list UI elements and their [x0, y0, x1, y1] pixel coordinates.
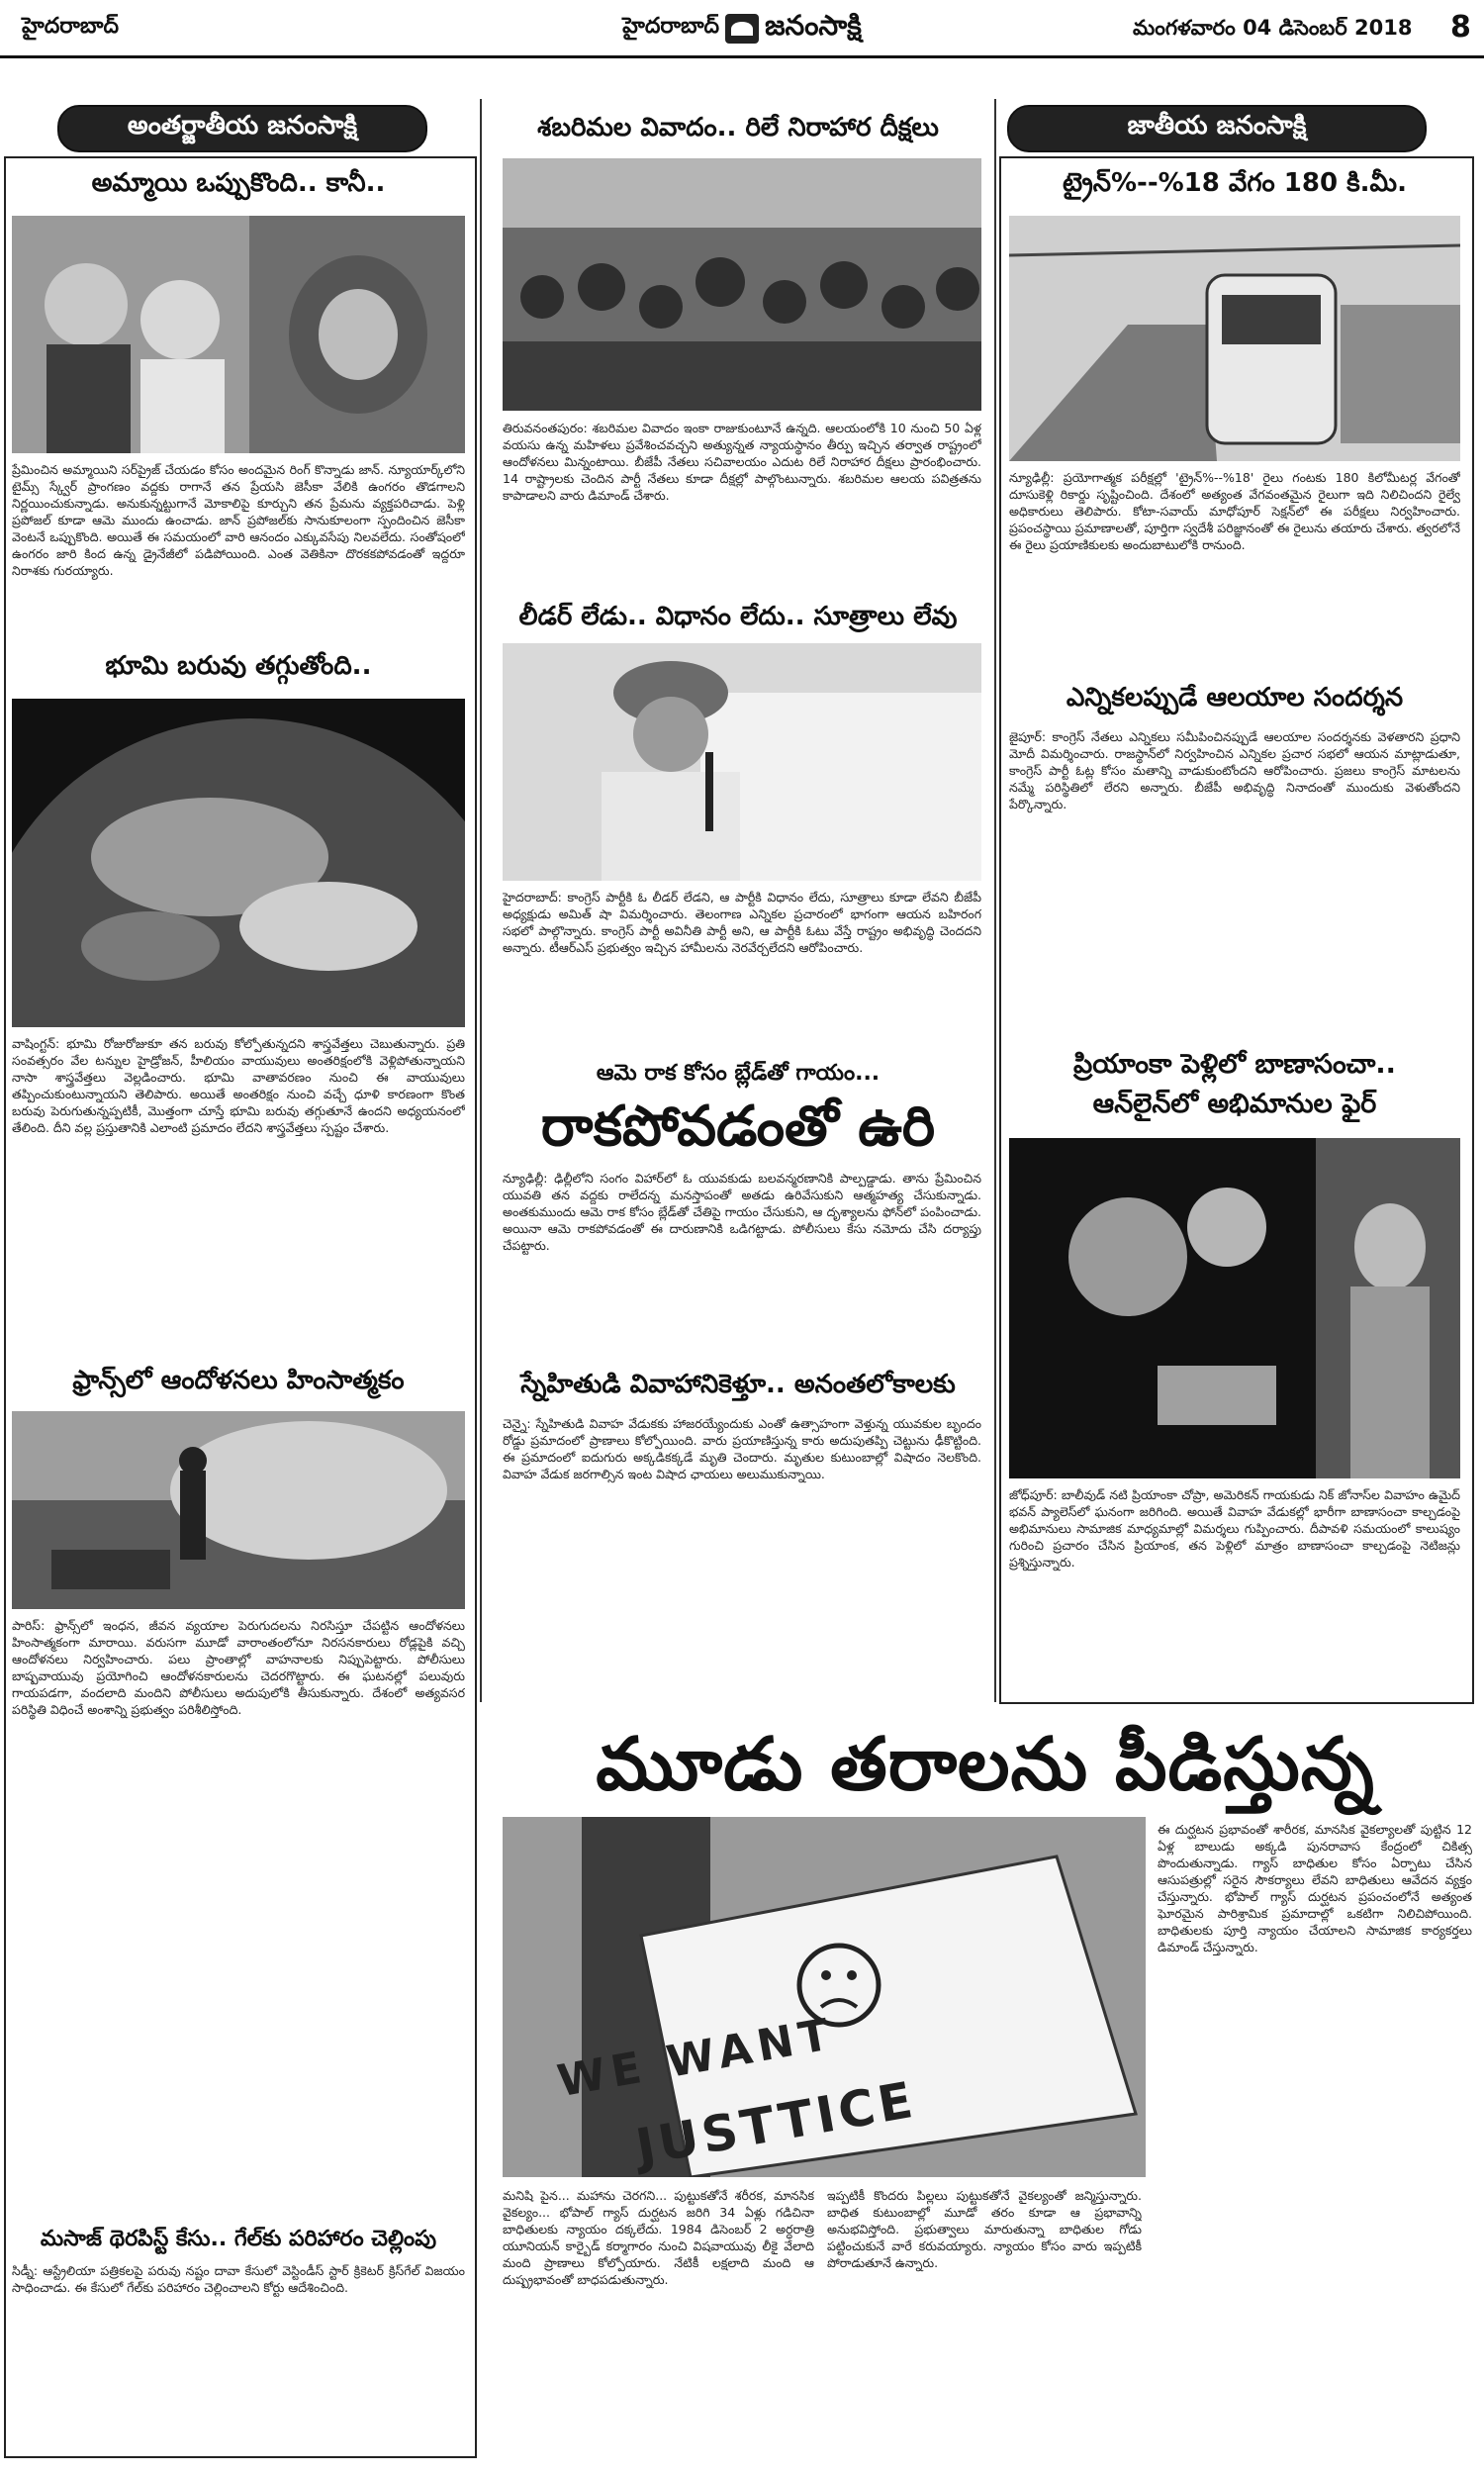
photo-sabarimala-crowd: [503, 158, 981, 411]
headline-france-protests: ఫ్రాన్స్‌లో ఆందోళనలు హింసాత్మకం: [72, 1366, 405, 1395]
placard-text-line1: WE WANT: [553, 2008, 839, 2108]
body-bhopal-left: మనిషి పైన... మహాను చెరగని... పుట్టుకతోనే శరీరక, మానసిక వైకల్యం... భోపాల్ గ్యాస్ దుర్ఘటన జరిగి 34 ఏళ్లు గడిచినా బాధితులకు న్యాయం దక్కలేదు. 1984 డిసెంబర్ 2 అర్ధరాత్రి యూనియన్ కార్బైడ్ కర్మాగారం నుంచి విషవాయువు లీకై వేలాది మంది ప్రాణాలు కోల్పోయారు. నేటికీ లక్షలాది మంది ఆ దుష్ప్రభావంతో బాధపడుతున్నారు.: [503, 2188, 814, 2287]
logo-sun-icon: [725, 14, 759, 44]
kicker-blade-wound: ఆమె రాక కోసం బ్లేడ్‌తో గాయం...: [596, 1061, 881, 1086]
headline-friend-wedding: స్నేహితుడి వివాహానికెళ్తూ.. అనంతలోకాలకు: [520, 1370, 956, 1399]
logo-edition-text: హైదరాబాద్: [622, 14, 720, 39]
body-sabarimala: తిరువనంతపురం: శబరిమల వివాదం ఇంకా రాజుకుంటూనే ఉన్నది. ఆలయంలోకి 10 నుంచి 50 ఏళ్ల వయసు ఉన్న మహిళలు ప్రవేశించవచ్చని అత్యున్నత న్యాయస్థానం తీర్పు ఇచ్చిన తర్వాత రాష్ట్రంలో ఆందోళనలు మిన్నంటాయి. బీజేపీ నేతలు సచివాలయం ఎదుట రిలే నిరాహార దీక్షలు ప్రారంభించారు. 14 రాష్ట్రాలకు చెందిన పార్టీ నేతలు కూడా దీక్షల్లో పాల్గొంటున్నారు. శబరిమల ఆలయ పవిత్రతను కాపాడాలని వారు డిమాండ్ చేశారు.: [503, 421, 981, 503]
edition-name: హైదరాబాద్: [22, 14, 119, 39]
headline-gayle-case: మసాజ్ థెరపిస్ట్ కేసు.. గేల్‌కు పరిహారం చెల్లింపు: [40, 2227, 437, 2251]
column-divider-right: [994, 99, 996, 1702]
masthead-rule: [0, 55, 1484, 58]
body-gayle-case: సిడ్నీ: ఆస్ట్రేలియా పత్రికలపై పరువు నష్టం దావా కేసులో వెస్టిండీస్ స్టార్ క్రికెటర్ క్రిస్‌గేల్ విజయం సాధించాడు. ఈ కేసులో గేల్‌కు పరిహారం చెల్లించాలని కోర్టు ఆదేశించింది.: [12, 2263, 465, 2295]
body-hanging: న్యూఢిల్లీ: ఢిల్లీలోని సంగం విహార్‌లో ఓ యువకుడు బలవన్మరణానికి పాల్పడ్డాడు. తాను ప్రేమించిన యువతి తన వద్దకు రాలేదన్న మనస్తాపంతో అతడు ఉరివేసుకుని ఆత్మహత్య చేసుకున్నాడు. అంతకుముందు ఆమె రాక కోసం బ్లేడ్‌తో చేతిపై గాయం చేసుకుని, ఆ దృశ్యాలను ఫోన్‌లో పంపించాడు. అయినా ఆమె రాకపోవడంతో ఈ దారుణానికి ఒడిగట్టాడు. పోలీసులు కేసు నమోదు చేసి దర్యాప్తు చేపట్టారు.: [503, 1171, 981, 1253]
headline-sabarimala: శబరిమల వివాదం.. రిలే నిరాహార దీక్షలు: [537, 113, 939, 143]
body-france-protests: పారిస్: ఫ్రాన్స్‌లో ఇంధన, జీవన వ్యయాల పెరుగుదలను నిరసిస్తూ చేపట్టిన ఆందోళనలు హింసాత్మకంగా మారాయి. వరుసగా మూడో వారాంతంలోనూ నిరసనకారులు రోడ్లపైకి వచ్చి ఆందోళనలు నిర్వహించారు. పలు ప్రాంతాల్లో వాహనాలకు నిప్పుపెట్టారు. పోలీసులు బాష్పవాయువు ప్రయోగించి ఆందోళనకారులను చెదరగొట్టారు. ఈ ఘటనల్లో పలువురు గాయపడగా, వందలాది మందిని పోలీసులు అదుపులోకి తీసుకున్నారు. దేశంలో అత్యవసర పరిస్థితి విధించే అంశాన్ని ప్రభుత్వం పరిశీలిస్తోంది.: [12, 1618, 465, 1717]
section-tag-international: అంతర్జాతీయ జనంసాక్షి: [57, 105, 427, 152]
headline-no-leader: లీడర్ లేడు.. విధానం లేదు.. సూత్రాలు లేవు: [518, 602, 958, 631]
body-bhopal-middle: ఇప్పటికీ కొందరు పిల్లలు పుట్టుకతోనే వైకల్యంతో జన్మిస్తున్నారు. బాధిత కుటుంబాల్లో మూడో తరం కూడా ఆ ప్రభావాన్ని అనుభవిస్తోంది. ప్రభుత్వాలు మారుతున్నా బాధితుల గోడు పట్టించుకునే వారే కరువయ్యారు. న్యాయం కోసం వారు ఇప్పటికీ పోరాడుతూనే ఉన్నారు.: [827, 2188, 1142, 2270]
headline-online-fire: ఆన్‌లైన్‌లో అభిమానుల ఫైర్: [1092, 1089, 1377, 1119]
kicker-priyanka-fireworks: ప్రియాంకా పెళ్లిలో బాణాసంచా..: [1073, 1049, 1396, 1080]
headline-hanging: రాకపోవడంతో ఉరి: [540, 1095, 936, 1159]
body-bhopal-right: ఈ దుర్ఘటన ప్రభావంతో శారీరక, మానసిక వైకల్యాలతో పుట్టిన 12 ఏళ్ల బాలుడు అక్కడి పునరావాస కేంద్రంలో చికిత్స పొందుతున్నాడు. గ్యాస్ బాధితుల కోసం ఏర్పాటు చేసిన ఆసుపత్రుల్లో సరైన సౌకర్యాలు లేవని బాధితులు ఆవేదన వ్యక్తం చేస్తున్నారు. భోపాల్ గ్యాస్ దుర్ఘటన ప్రపంచంలోనే అత్యంత ఘోరమైన పారిశ్రామిక ప్రమాదాల్లో ఒకటిగా నిలిచిపోయింది. బాధితులకు పూర్తి న్యాయం చేయాలని సామాజిక కార్యకర్తలు డిమాండ్ చేస్తున్నారు.: [1158, 1822, 1472, 1954]
newspaper-logo: [554, 8, 930, 49]
photo-earth: [12, 699, 465, 1027]
column-divider-left: [480, 99, 482, 1702]
body-train18: న్యూఢిల్లీ: ప్రయోగాత్మక పరీక్షల్లో 'ట్రైన్%--%18' రైలు గంటకు 180 కిలోమీటర్ల వేగంతో దూసుకెళ్లి రికార్డు సృష్టించింది. దేశంలో అత్యంత వేగవంతమైన రైలుగా ఇది నిలిచిందని రైల్వే అధికారులు తెలిపారు. కోటా-సవాయ్ మాధోపూర్ సెక్షన్‌లో ఈ పరీక్షలు నిర్వహించారు. ప్రపంచస్థాయి ప్రమాణాలతో, పూర్తిగా స్వదేశీ పరిజ్ఞానంతో ఈ రైలును తయారు చేశారు. త్వరలోనే ఈ రైలు ప్రయాణికులకు అందుబాటులోకి రానుంది.: [1009, 470, 1460, 552]
body-wedding-fireworks: జోధ్‌పూర్: బాలీవుడ్ నటి ప్రియాంకా చోప్రా, అమెరికన్ గాయకుడు నిక్ జోనాస్‌ల వివాహం ఉమైద్ భవన్ ప్యాలెస్‌లో ఘనంగా జరిగింది. అయితే వివాహ వేడుకల్లో భారీగా బాణాసంచా కాల్చడంపై అభిమానులు సామాజిక మాధ్యమాల్లో విమర్శలు గుప్పించారు. దీపావళి సమయంలో కాలుష్యం గురించి ప్రచారం చేసిన ప్రియాంక, తన పెళ్లిలో మాత్రం బాణాసంచా కాల్చడంపై నెటిజన్లు ప్రశ్నిస్తున్నారు.: [1009, 1487, 1460, 1570]
page-number: 8: [1450, 10, 1471, 45]
photo-paris-protest: [12, 1411, 465, 1609]
section-tag-national: జాతీయ జనంసాక్షి: [1007, 105, 1427, 152]
body-ring-story: ప్రేమించిన అమ్మాయిని సర్‌ప్రైజ్ చేయడం కోసం అందమైన రింగ్ కొన్నాడు జాన్. న్యూయార్క్‌లోని టైమ్స్ స్క్వేర్ ప్రాంగణం వద్దకు రాగానే తన ప్రేయసి జెసీకా వేలికి ఉంగరం తొడగాలని నిర్ణయించుకున్నాడు. అనుకున్నట్టుగానే మోకాలిపై కూర్చుని తన ప్రేమను వ్యక్తపరిచాడు. పెళ్లి ప్రపోజల్ కూడా ఆమె ముందు ఉంచాడు. జాన్ ప్రపోజల్‌కు సానుకూలంగా స్పందించిన జెసీకా వెంటనే ఒప్పుకొంది. అయితే ఈ సమయంలో వారి ఆనందం ఎక్కువసేపు నిలవలేదు. సంతోషంలో ఉంగరం జారి కింద ఉన్న డ్రైనేజీలో పడిపోయింది. ఎంత వెతికినా దొరకకపోవడంతో ఇద్దరూ నిరాశకు గురయ్యారు.: [12, 462, 465, 578]
placard-text-line2: JUSTTICE: [631, 2070, 921, 2177]
body-friend-wedding: చెన్నై: స్నేహితుడి వివాహ వేడుకకు హాజరయ్యేందుకు ఎంతో ఉత్సాహంగా వెళ్తున్న యువకుల బృందం రోడ్డు ప్రమాదంలో ప్రాణాలు కోల్పోయింది. వారు ప్రయాణిస్తున్న కారు అదుపుతప్పి చెట్టును ఢీకొట్టింది. ఈ ప్రమాదంలో ఐదుగురు అక్కడికక్కడే మృతి చెందారు. మృతుల కుటుంబాల్లో విషాదం నెలకొంది. వివాహ వేడుక జరగాల్సిన ఇంట విషాద ఛాయలు అలుముకున్నాయి.: [503, 1416, 981, 1481]
body-earth-weight: వాషింగ్టన్: భూమి రోజురోజుకూ తన బరువు కోల్పోతున్నదని శాస్త్రవేత్తలు చెబుతున్నారు. ప్రతి సంవత్సరం వేల టన్నుల హైడ్రోజన్, హీలియం వాయువులు అంతరిక్షంలోకి వెళ్లిపోతున్నాయని నాసా శాస్త్రవేత్తలు వెల్లడించారు. భూమి వాతావరణం నుంచి ఈ వాయువులు తప్పించుకుంటున్నాయని తెలిపారు. అయితే అంతరిక్షం నుంచి వచ్చే ధూళి కారణంగా కొంత బరువు పెరుగుతున్నప్పటికీ, మొత్తంగా చూస్తే భూమి బరువు తగ్గుతూనే ఉందని అధ్యయనంలో తేలింది. దీని వల్ల ప్రస్తుతానికి ఎలాంటి ప్రమాదం లేదని శాస్త్రవేత్తలు స్పష్టం చేశారు.: [12, 1036, 465, 1135]
logo-brand-text: జనంసాక్షి: [765, 9, 862, 42]
body-temple-visits: జైపూర్: కాంగ్రెస్ నేతలు ఎన్నికలు సమీపించినప్పుడే ఆలయాల సందర్శనకు వెళతారని ప్రధాని మోదీ విమర్శించారు. రాజస్థాన్‌లో నిర్వహించిన ఎన్నికల ప్రచార సభలో ఆయన మాట్లాడుతూ, కాంగ్రెస్ పార్టీ ఓట్ల కోసం మతాన్ని వాడుకుంటోందని ఆరోపించారు. ప్రజలు కాంగ్రెస్ మాటలను నమ్మే పరిస్థితిలో లేరని అన్నారు. బీజేపీ అభివృద్ధి నినాదంతో ముందుకు వెళుతోందని పేర్కొన్నారు.: [1009, 729, 1460, 811]
headline-train18: ట్రైన్%--%18 వేగం 180 కి.మీ.: [1063, 168, 1407, 198]
headline-earth-weight: భూమి బరువు తగ్గుతోంది..: [105, 651, 372, 681]
photo-train18: [1009, 216, 1460, 461]
photo-wedding-fireworks: [1009, 1138, 1460, 1478]
photo-couple: [12, 216, 465, 453]
headline-bhopal-feature: మూడు తరాలను పీడిస్తున్న: [596, 1722, 1375, 1807]
photo-amit-shah: [503, 643, 981, 881]
issue-date: మంగళవారం 04 డిసెంబర్ 2018: [1133, 16, 1413, 40]
body-no-leader: హైదరాబాద్: కాంగ్రెస్ పార్టీకి ఓ లీడర్ లేడని, ఆ పార్టీకి విధానం లేదు, సూత్రాలు కూడా లేవని బీజేపీ అధ్యక్షుడు అమిత్ షా విమర్శించారు. తెలంగాణ ఎన్నికల ప్రచారంలో భాగంగా ఆయన బహిరంగ సభలో పాల్గొన్నారు. కాంగ్రెస్ పార్టీ అవినీతి పార్టీ అని, ఆ పార్టీకి ఓటు వేస్తే రాష్ట్రం అభివృద్ధి చెందదని అన్నారు. టీఆర్ఎస్ ప్రభుత్వం ఇచ్చిన హామీలను నెరవేర్చలేదని ఆరోపించారు.: [503, 890, 981, 955]
headline-ring-story: అమ్మాయి ఒప్పుకొంది.. కానీ..: [91, 168, 386, 198]
headline-temple-visits: ఎన్నికలప్పుడే ఆలయాల సందర్శన: [1066, 683, 1404, 713]
